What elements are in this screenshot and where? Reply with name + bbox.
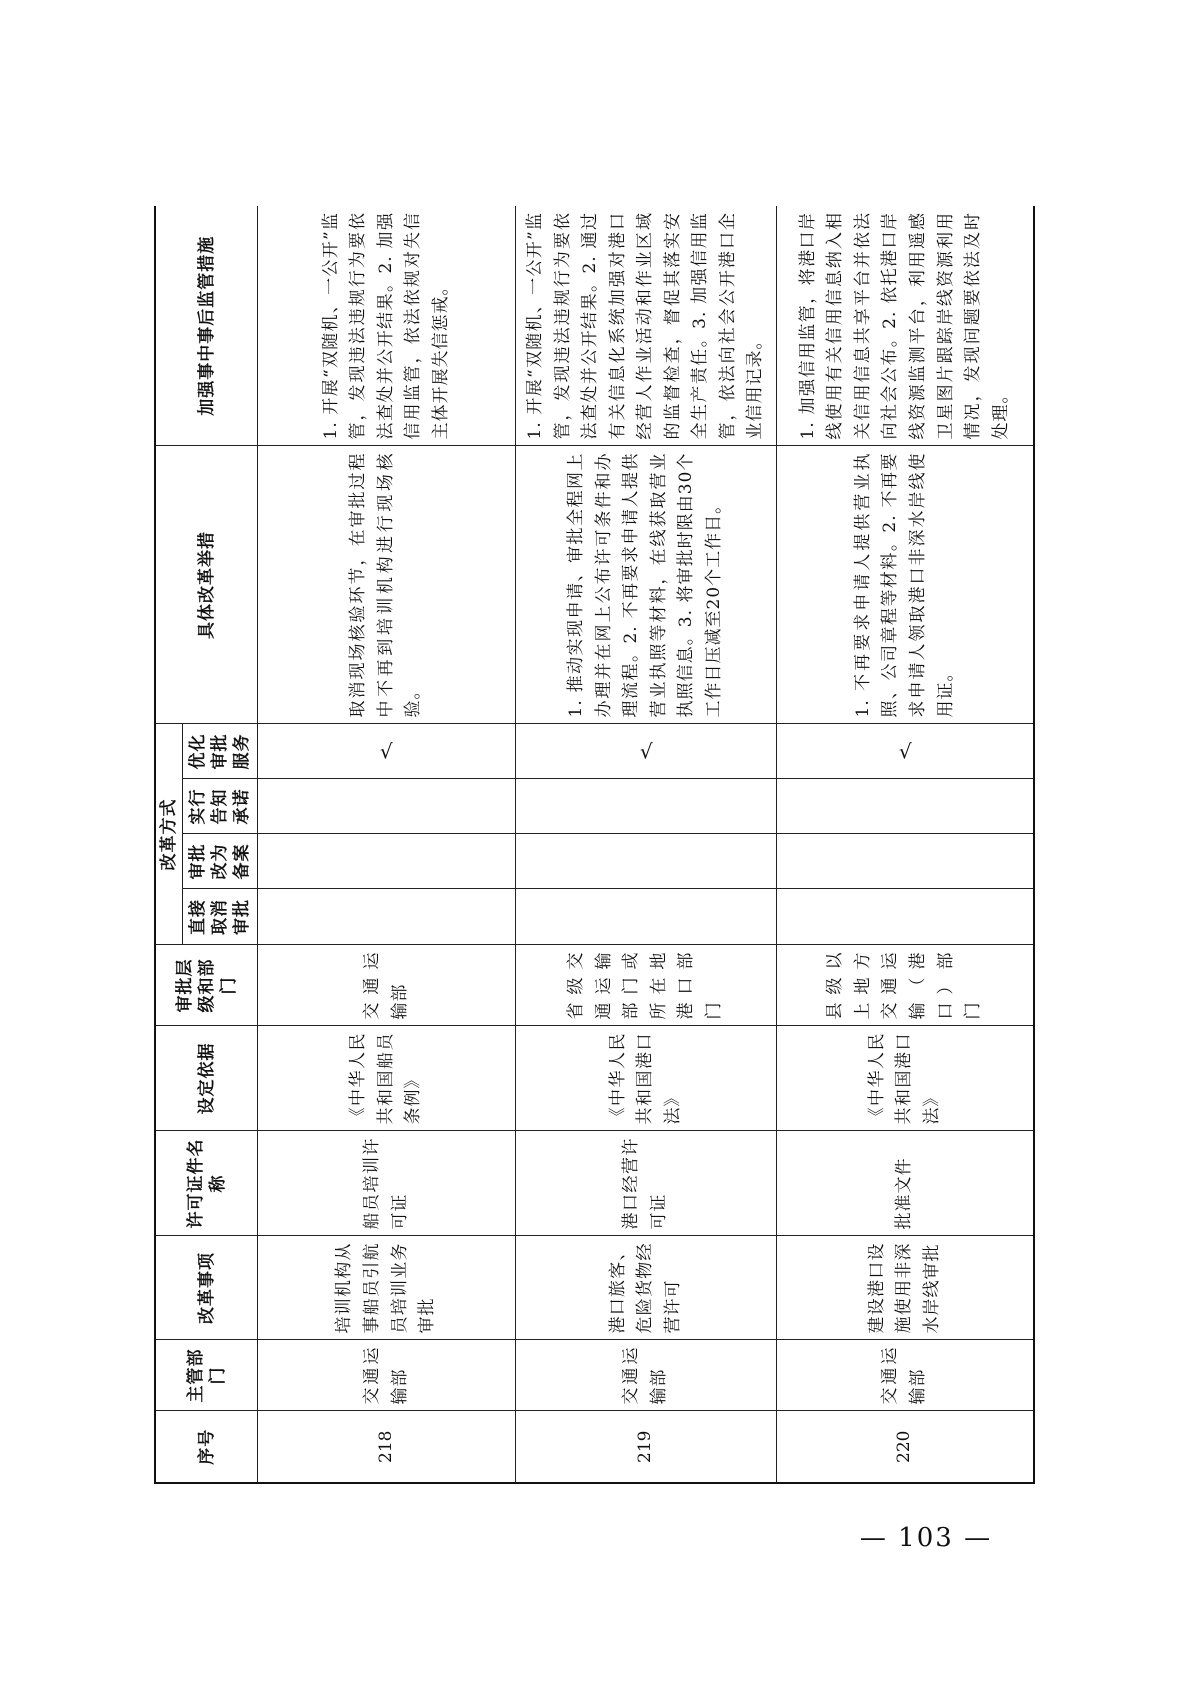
row-method-optimize xyxy=(258,724,515,779)
row-item: 港口旅客、危险货物经营许可 xyxy=(515,1236,776,1340)
row-method-cancel xyxy=(515,889,776,945)
row-seq: 218 xyxy=(258,1411,515,1483)
table-row xyxy=(777,206,1034,1483)
row-level: 省级交通运输部门或所在地港口部门 xyxy=(515,945,776,1026)
row-method-record xyxy=(777,834,1034,889)
check-mark: √ xyxy=(898,739,912,764)
row-cert: 港口经营许可证 xyxy=(515,1131,776,1236)
row-method-promise xyxy=(777,779,1034,834)
header-methods: 改革方式 xyxy=(155,724,183,945)
row-seq: 220 xyxy=(777,1411,1034,1483)
header-item: 改革事项 xyxy=(155,1236,258,1340)
table-row xyxy=(515,206,776,1483)
row-supervision: 1. 加强信用监管，将港口岸线使用有关信用信息纳入相关信用信息共享平台并依法向社会公布。2. 依托港口岸线资源监测平台，利用遥感卫星图片跟踪岸线资源利用情况，发现问题要依法及时处理。 xyxy=(777,206,1034,446)
row-seq: 219 xyxy=(515,1411,776,1483)
header-method-cancel: 直接取消审批 xyxy=(183,889,258,945)
row-cert: 批准文件 xyxy=(777,1131,1034,1236)
header-seq: 序号 xyxy=(155,1411,258,1483)
row-basis: 《中华人民共和国港口法》 xyxy=(515,1026,776,1131)
header-cert: 许可证件名称 xyxy=(155,1131,258,1236)
header-method-promise: 实行告知承诺 xyxy=(183,779,258,834)
rotated-table-container xyxy=(154,206,1035,1484)
header-supervision: 加强事中事后监管措施 xyxy=(155,206,258,446)
header-level: 审批层级和部门 xyxy=(155,945,258,1026)
row-measures: 取消现场核验环节，在审批过程中不再到培训机构进行现场核验。 xyxy=(258,446,515,724)
header-measures: 具体改革举措 xyxy=(155,446,258,724)
page-number: — 103 — xyxy=(859,1523,993,1553)
row-basis: 《中华人民共和国港口法》 xyxy=(777,1026,1034,1131)
row-method-record xyxy=(515,834,776,889)
row-measures: 1. 不再要求申请人提供营业执照、公司章程等材料。2. 不再要求申请人领取港口非深水岸线使用证。 xyxy=(777,446,1034,724)
row-supervision: 1. 开展“双随机、一公开”监管，发现违法违规行为要依法查处并公开结果。2. 通过有关信息化系统加强对港口经营人作业活动和作业区域的监督检查，督促其落实安全生产责任。3. 加强信用监管，依法向社会公开港口企业信用记录。 xyxy=(515,206,776,446)
row-measures: 1. 推动实现申请、审批全程网上办理并在网上公布许可条件和办理流程。2. 不再要求申请人提供营业执照等材料，在线获取营业执照信息。3. 将审批时限由30个工作日压减至20个工作日。 xyxy=(515,446,776,724)
header-dept: 主管部门 xyxy=(155,1340,258,1411)
row-method-record xyxy=(258,834,515,889)
table-row xyxy=(258,206,515,1483)
row-method-promise xyxy=(515,779,776,834)
check-mark: √ xyxy=(380,739,393,764)
row-item: 培训机构从事船员引航员培训业务审批 xyxy=(258,1236,515,1340)
row-dept: 交通运输部 xyxy=(777,1340,1034,1411)
check-mark: √ xyxy=(639,739,653,764)
header-method-record: 审批改为备案 xyxy=(183,834,258,889)
row-item: 建设港口设施使用非深水岸线审批 xyxy=(777,1236,1034,1340)
row-method-optimize xyxy=(777,724,1034,779)
row-supervision: 1. 开展“双随机、一公开”监管，发现违法违规行为要依法查处并公开结果。2. 加强信用监管，依法依规对失信主体开展失信惩戒。 xyxy=(258,206,515,446)
row-dept: 交通运输部 xyxy=(515,1340,776,1411)
row-level: 县级以上地方交通运输（港口）部门 xyxy=(777,945,1034,1026)
row-method-promise xyxy=(258,779,515,834)
header-method-optimize: 优化审批服务 xyxy=(183,724,258,779)
row-dept: 交通运输部 xyxy=(258,1340,515,1411)
header-basis: 设定依据 xyxy=(155,1026,258,1131)
row-method-cancel xyxy=(777,889,1034,945)
row-basis: 《中华人民共和国船员条例》 xyxy=(258,1026,515,1131)
reform-table xyxy=(154,206,1035,1484)
row-level: 交通运输部 xyxy=(258,945,515,1026)
row-cert: 船员培训许可证 xyxy=(258,1131,515,1236)
rotated-table xyxy=(154,206,1035,1484)
row-method-optimize xyxy=(515,724,776,779)
row-method-cancel xyxy=(258,889,515,945)
